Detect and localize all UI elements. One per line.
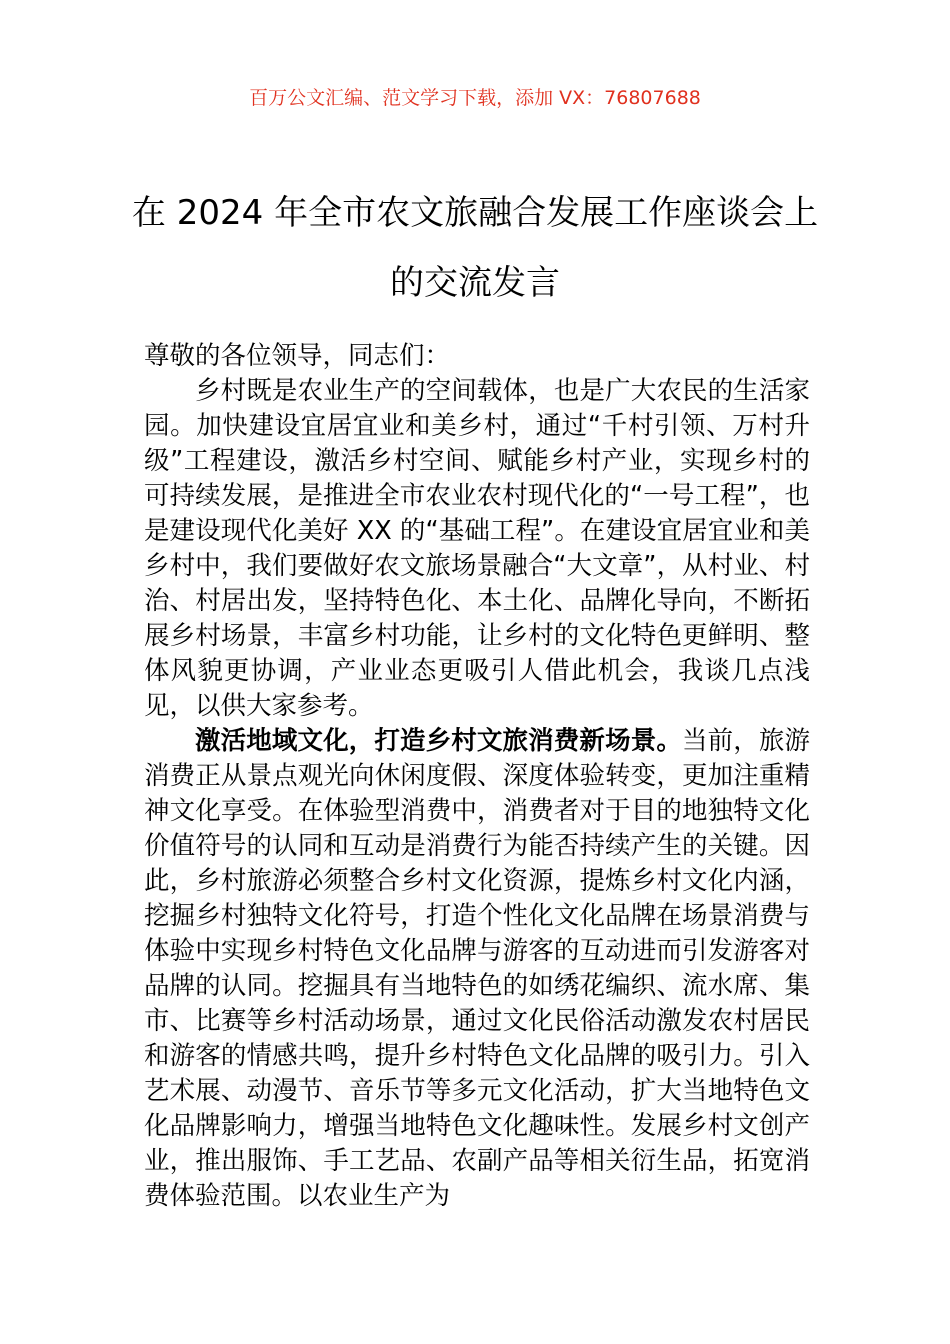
section-1-heading: 激活地域文化，打造乡村文旅消费新场景。 [195, 726, 682, 756]
document-body [144, 339, 810, 1214]
salutation: 尊敬的各位领导，同志们： [144, 341, 451, 371]
paragraph-section-1 [144, 724, 810, 1214]
section-1-text: 当前，旅游消费正从景点观光向休闲度假、深度体验转变，更加注重精神文化享受。在体验型消费中，消费者对于目的地独特文化价值符号的认同和互动是消费行为能否持续产生的关键。因此，乡村旅游必须整合乡村文化资源，提炼乡村文化内涵，挖掘乡村独特文化符号，打造个性化文化品牌在场景消费与体验中实现乡村特色文化品牌与游客的互动进而引发游客对品牌的认同。挖掘具有当地特色的如绣花编织、流水席、集市、比赛等乡村活动场景，通过文化民俗活动激发农村居民和游客的情感共鸣，提升乡村特色文化品牌的吸引力。引入艺术展、动漫节、音乐节等多元文化活动，扩大当地特色文化品牌影响力，增强当地特色文化趣味性。发展乡村文创产业，推出服饰、手工艺品、农副产品等相关衍生品，拓宽消费体验范围。以农业生产为 [144, 726, 810, 1211]
document-title: 在 2024 年全市农文旅融合发展工作座谈会上的交流发言 [131, 193, 819, 303]
header-note: 百万公文汇编、范文学习下载，添加 VX：76807688 [249, 87, 701, 109]
paragraph-intro: 乡村既是农业生产的空间载体，也是广大农民的生活家园。加快建设宜居宜业和美乡村，通过“千村引领、万村升级”工程建设，激活乡村空间、赋能乡村产业，实现乡村的可持续发展，是推进全市农业农村现代化的“一号工程”，也是建设现代化美好 XX 的“基础工程”。在建设宜居宜业和美乡村中，我们要做好农文旅场景融合“大文章”，从村业、村治、村居出发，坚持特色化、本土化、品牌化导向，不断拓展乡村场景，丰富乡村功能，让乡村的文化特色更鲜明、整体风貌更协调，产业业态更吸引人借此机会，我谈几点浅见，以供大家参考。 [144, 376, 810, 721]
